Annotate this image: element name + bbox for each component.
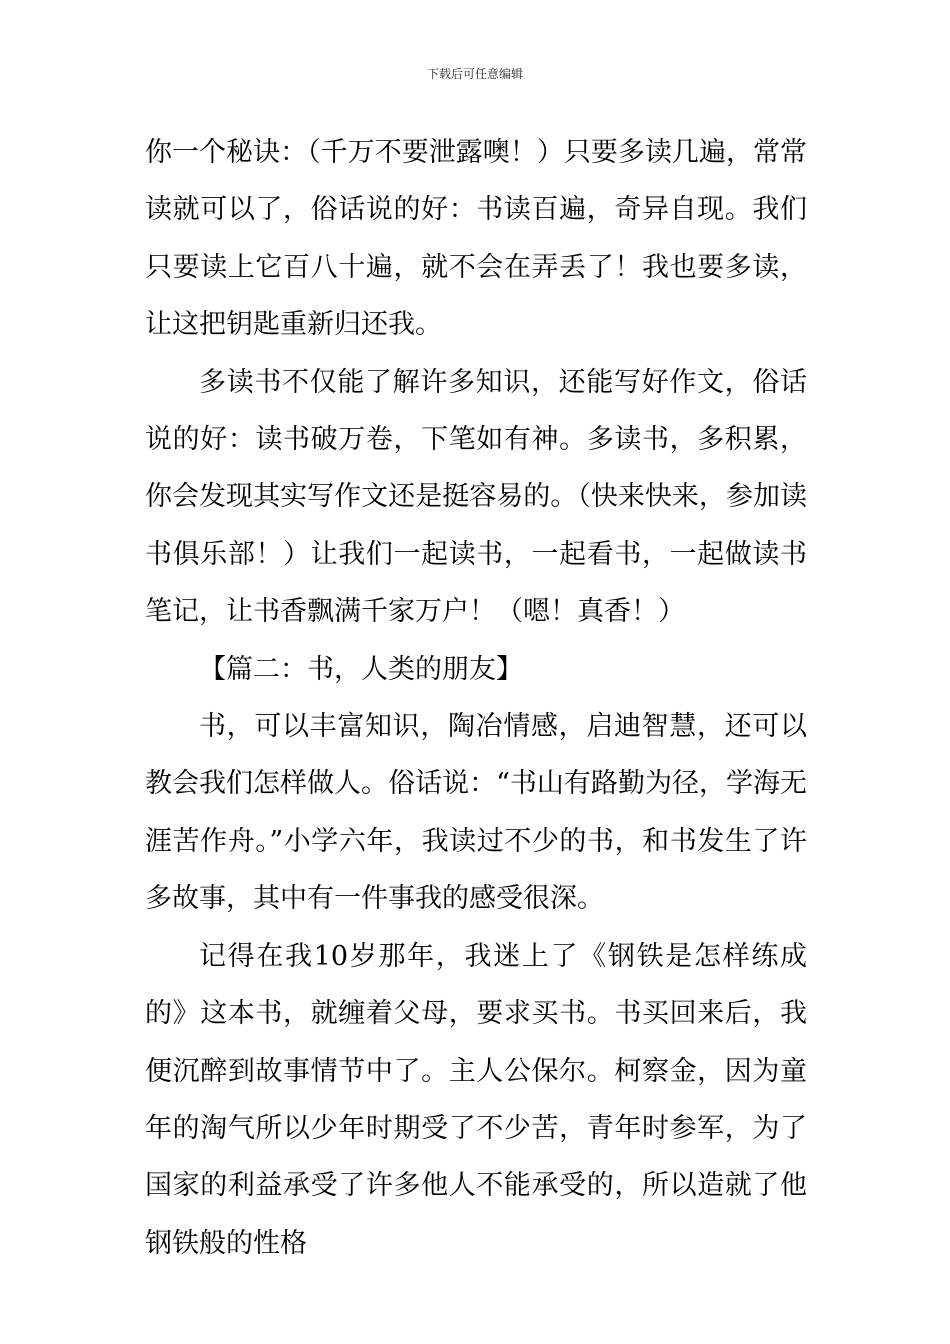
- section-heading: 【篇二：书，人类的朋友】: [199, 653, 523, 685]
- paragraph-3: 书，可以丰富知识，陶冶情感，启迪智慧，还可以教会我们怎样做人。俗话说：“书山有路勤为径，学海无涯苦作舟。”小学六年，我读过不少的书，和书发生了许多故事，其中有一件事我的感受很深。: [145, 711, 807, 915]
- page-header: 下载后可任意编辑: [426, 67, 523, 81]
- document-body: [145, 124, 807, 1272]
- paragraph-1: 你一个秘诀：（千万不要泄露噢！）只要多读几遍，常常读就可以了，俗话说的好：书读百遍，奇异自现。我们只要读上它百八十遍，就不会在弄丢了！我也要多读，让这把钥匙重新归还我。: [145, 137, 807, 341]
- paragraph-2: 多读书不仅能了解许多知识，还能写好作文，俗话说的好：读书破万卷，下笔如有神。多读书，多积累，你会发现其实写作文还是挺容易的。（快来快来，参加读书俱乐部！）让我们一起读书，一起看书，一起做读书笔记，让书香飘满千家万户！（嗯！真香！）: [145, 366, 807, 628]
- paragraph-4: 记得在我10岁那年，我迷上了《钢铁是怎样练成的》这本书，就缠着父母，要求买书。书买回来后，我便沉醉到故事情节中了。主人公保尔。柯察金，因为童年的淘气所以少年时期受了不少苦，青年时参军，为了国家的利益承受了许多他人不能承受的，所以造就了他钢铁般的性格: [145, 940, 807, 1259]
